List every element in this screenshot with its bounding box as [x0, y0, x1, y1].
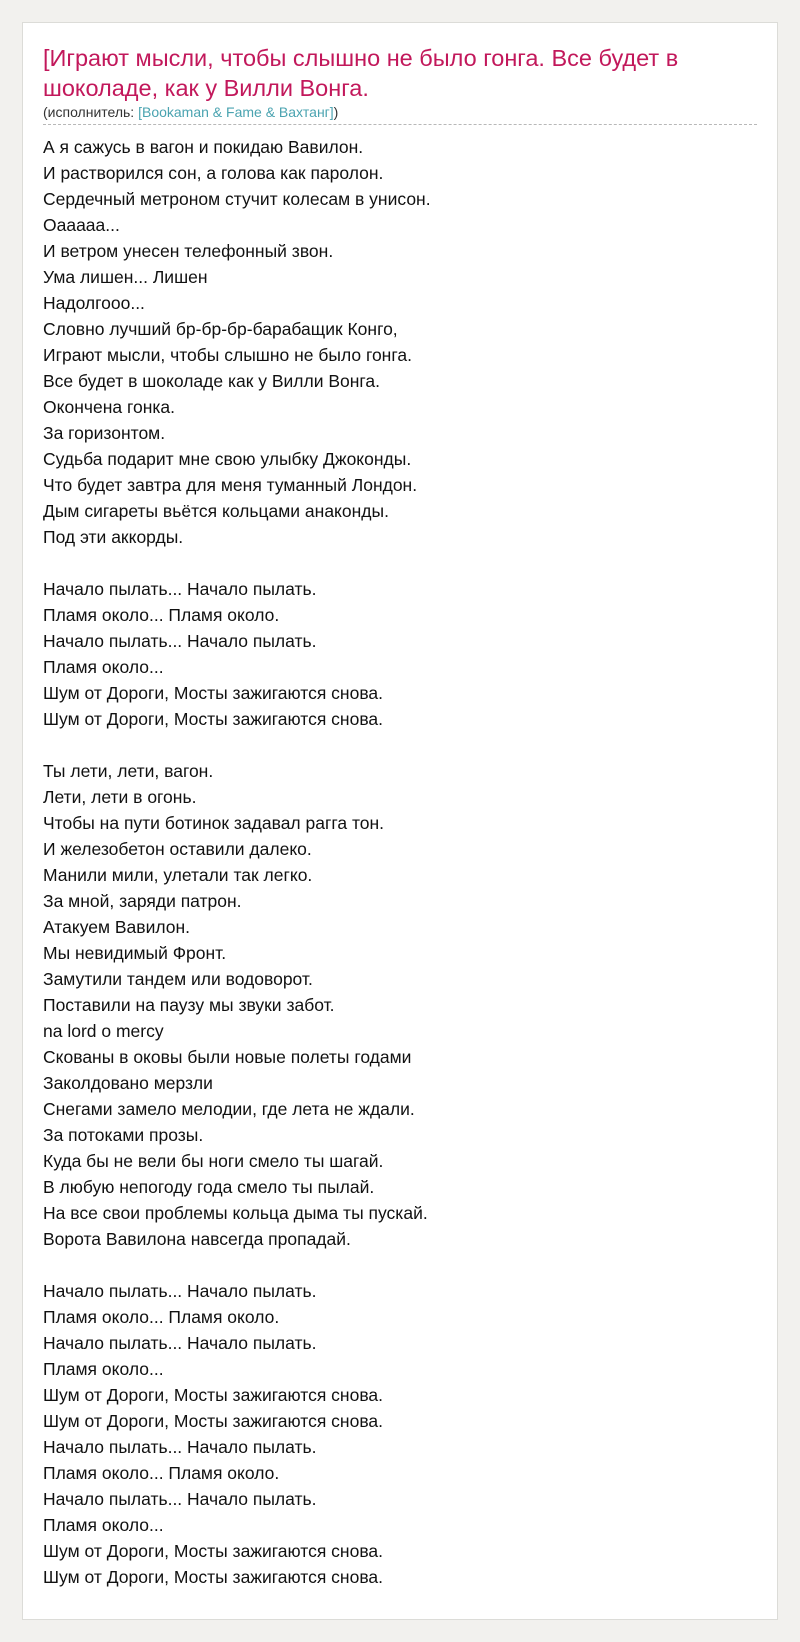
- lyric-line: Шум от Дороги, Мосты зажигаются снова.: [43, 1385, 384, 1405]
- lyric-line: Пламя около... Пламя около.: [43, 605, 280, 625]
- lyric-line: За мной, заряди патрон.: [43, 891, 242, 911]
- lyric-line: Судьба подарит мне свою улыбку Джоконды.: [43, 449, 412, 469]
- lyric-line: Начало пылать... Начало пылать.: [43, 631, 317, 651]
- lyric-line: Пламя около...: [43, 1359, 164, 1379]
- lyric-line: Заколдовано мерзли: [43, 1073, 213, 1093]
- lyric-line: Надолгооо...: [43, 293, 145, 313]
- lyric-line: Пламя около... Пламя около.: [43, 1307, 280, 1327]
- lyric-line: За потоками прозы.: [43, 1125, 204, 1145]
- lyric-line: Манили мили, улетали так легко.: [43, 865, 313, 885]
- lyric-line: Атакуем Вавилон.: [43, 917, 191, 937]
- lyric-line: И растворился сон, а голова как паролон.: [43, 163, 384, 183]
- lyric-line: За горизонтом.: [43, 423, 166, 443]
- lyric-line: Дым сигареты вьётся кольцами анаконды.: [43, 501, 389, 521]
- lyric-line: Лети, лети в огонь.: [43, 787, 197, 807]
- lyric-line: Замутили тандем или водоворот.: [43, 969, 313, 989]
- lyric-line: Начало пылать... Начало пылать.: [43, 1489, 317, 1509]
- lyric-line: Поставили на паузу мы звуки забот.: [43, 995, 335, 1015]
- lyric-line: Пламя около... Пламя около.: [43, 1463, 280, 1483]
- lyric-line: na lord o mercy: [43, 1021, 164, 1041]
- lyrics-card: [22, 22, 778, 1620]
- artist-line: [43, 103, 743, 121]
- lyric-line: Пламя около...: [43, 657, 164, 677]
- lyrics-stanza: [43, 576, 757, 732]
- lyric-line: Пламя около...: [43, 1515, 164, 1535]
- lyric-line: Под эти аккорды.: [43, 527, 184, 547]
- lyric-line: Словно лучший бр-бр-бр-барабащик Конго,: [43, 319, 398, 339]
- lyric-line: Шум от Дороги, Мосты зажигаются снова.: [43, 683, 384, 703]
- lyric-line: Ворота Вавилона навсегда пропадай.: [43, 1229, 351, 1249]
- lyric-line: И ветром унесен телефонный звон.: [43, 241, 334, 261]
- lyric-line: Начало пылать... Начало пылать.: [43, 1437, 317, 1457]
- artist-link[interactable]: [Bookaman & Fame & Вахтанг]: [138, 104, 334, 120]
- lyric-line: Начало пылать... Начало пылать.: [43, 1281, 317, 1301]
- lyric-line: Снегами замело мелодии, где лета не ждали.: [43, 1099, 415, 1119]
- lyric-line: Шум от Дороги, Мосты зажигаются снова.: [43, 1567, 384, 1587]
- lyric-line: Сердечный метроном стучит колесам в унисон.: [43, 189, 431, 209]
- lyric-line: Куда бы не вели бы ноги смело ты шагай.: [43, 1151, 384, 1171]
- lyrics-stanza: [43, 134, 757, 550]
- lyric-line: Шум от Дороги, Мосты зажигаются снова.: [43, 709, 384, 729]
- lyric-line: Что будет завтра для меня туманный Лондон.: [43, 475, 418, 495]
- lyrics-stanza: [43, 758, 757, 1252]
- lyric-line: А я сажусь в вагон и покидаю Вавилон.: [43, 137, 364, 157]
- lyric-line: И железобетон оставили далеко.: [43, 839, 312, 859]
- lyric-line: Скованы в оковы были новые полеты годами: [43, 1047, 412, 1067]
- artist-prefix: (исполнитель:: [43, 104, 139, 120]
- lyric-line: Оааааа...: [43, 215, 120, 235]
- title-divider: [43, 124, 757, 125]
- lyric-line: Ты лети, лети, вагон.: [43, 761, 214, 781]
- lyric-line: Играют мысли, чтобы слышно не было гонга.: [43, 345, 412, 365]
- lyric-line: Шум от Дороги, Мосты зажигаются снова.: [43, 1411, 384, 1431]
- lyric-line: Окончена гонка.: [43, 397, 176, 417]
- song-title: [Играют мысли, чтобы слышно не было гонга. Все будет в шоколаде, как у Вилли Вонга.: [43, 45, 679, 101]
- lyric-line: Мы невидимый Фронт.: [43, 943, 227, 963]
- lyric-line: В любую непогоду года смело ты пылай.: [43, 1177, 375, 1197]
- lyric-line: Начало пылать... Начало пылать.: [43, 1333, 317, 1353]
- lyric-line: Чтобы на пути ботинок задавал рагга тон.: [43, 813, 385, 833]
- lyric-line: Шум от Дороги, Мосты зажигаются снова.: [43, 1541, 384, 1561]
- lyrics-body: [43, 134, 757, 1590]
- lyric-line: Начало пылать... Начало пылать.: [43, 579, 317, 599]
- lyric-line: На все свои проблемы кольца дыма ты пускай.: [43, 1203, 428, 1223]
- lyrics-stanza: [43, 1278, 757, 1590]
- lyric-line: Ума лишен... Лишен: [43, 267, 208, 287]
- artist-suffix: ): [333, 104, 339, 120]
- lyric-line: Все будет в шоколаде как у Вилли Вонга.: [43, 371, 381, 391]
